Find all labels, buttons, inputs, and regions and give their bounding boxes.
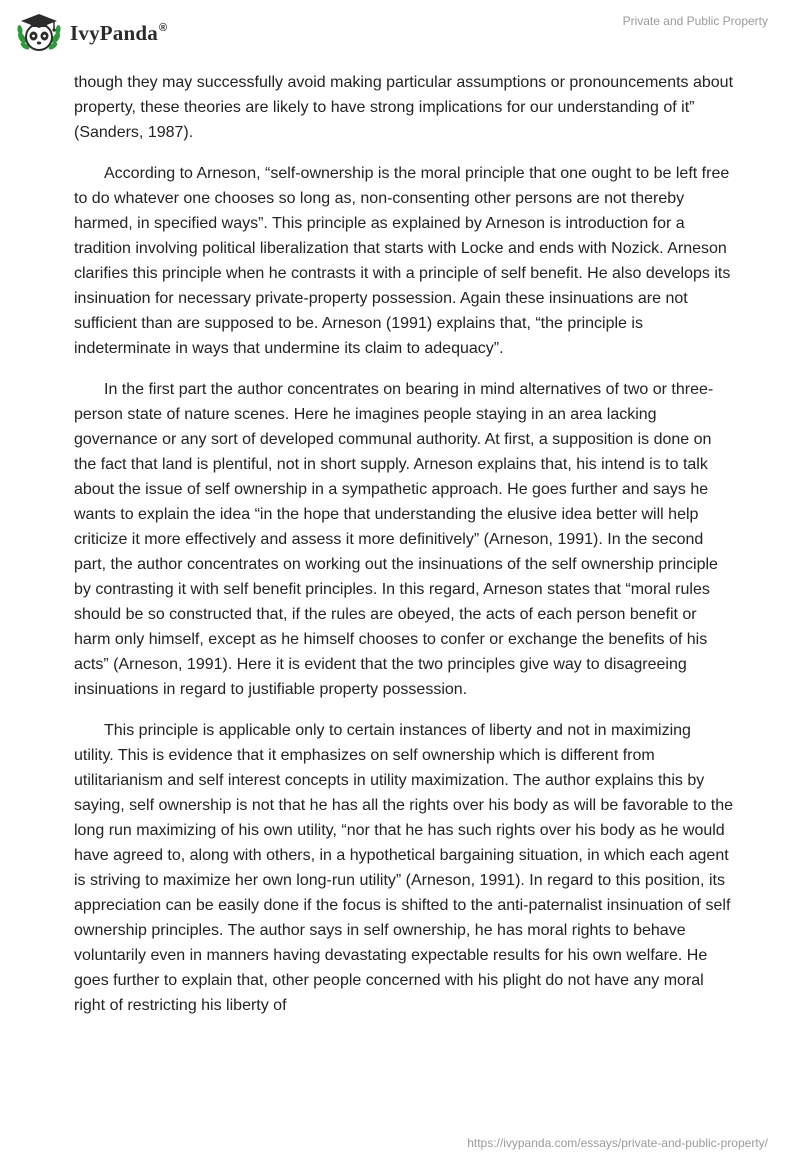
document-title: Private and Public Property	[622, 14, 768, 28]
paragraph-continuation: though they may successfully avoid making particular assumptions or pronouncements about property, these theories are likely to have strong implications for our understanding of it” (Sanders, 1987).	[74, 74, 734, 141]
paragraph: In the first part the author concentrates on bearing in mind alternatives of two or three-person state of nature scenes. Here he imagines people staying in an area lacking governance or any sort of developed communal authority. At first, a supposition is done on the fact that land is plentiful, not in short supply. Arneson explains that, his intend is to talk about the issue of self ownership in a sympathetic approach. He goes further and says he wants to explain the idea “in the hope that understanding the elusive idea better will help criticize it more effectively and assess it more definitively” (Arneson, 1991). In the second part, the author concentrates on working out the insinuations of the self ownership principle by contrasting it with self benefit principles. In this regard, Arneson states that “moral rules should be so constructed that, if the rules are obeyed, the acts of each person benefit or harm only himself, except as he himself chooses to confer or exchange the benefits of his acts” (Arneson, 1991). Here it is evident that the two principles give way to disagreeing insinuations in regard to justifiable property possession.	[74, 381, 718, 698]
panda-logo-icon	[14, 8, 64, 58]
registered-mark: ®	[158, 21, 168, 34]
brand-text: IvyPanda	[70, 20, 158, 45]
essay-body	[74, 70, 734, 1034]
source-url[interactable]: https://ivypanda.com/essays/private-and-public-property/	[467, 1136, 768, 1150]
ivypanda-logo[interactable]	[14, 8, 167, 58]
brand-name	[70, 21, 167, 46]
paragraph: According to Arneson, “self-ownership is the moral principle that one ought to be left free to do whatever one chooses so long as, non-consenting other persons are not thereby harmed, in specified ways”. This principle as explained by Arneson is introduction for a tradition involving political liberalization that starts with Locke and ends with Nozick. Arneson clarifies this principle when he contrasts it with a principle of self benefit. He also develops its insinuation for necessary private-property possession. Again these insinuations are not sufficient than are supposed to be. Arneson (1991) explains that, “the principle is indeterminate in ways that undermine its claim to adequacy”.	[74, 165, 731, 357]
paragraph: This principle is applicable only to certain instances of liberty and not in maximizing utility. This is evidence that it emphasizes on self ownership which is different from utilitarianism and self interest concepts in utility maximization. The author explains this by saying, self ownership is not that he has all the rights over his body as will be favorable to the long run maximizing of his own utility, “nor that he has such rights over his body as he would have agreed to, along with others, in a hypothetical bargaining situation, in which each agent is striving to maximize her own long-run utility” (Arneson, 1991). In regard to this position, its appreciation can be easily done if the focus is shifted to the anti-paternalist insinuation of self ownership principles. The author says in self ownership, he has moral rights to behave voluntarily even in manners having devastating expectable results for his own welfare. He goes further to explain that, other people concerned with his plight do not have any moral right of restricting his liberty of	[74, 722, 734, 1014]
page-header	[0, 0, 800, 66]
